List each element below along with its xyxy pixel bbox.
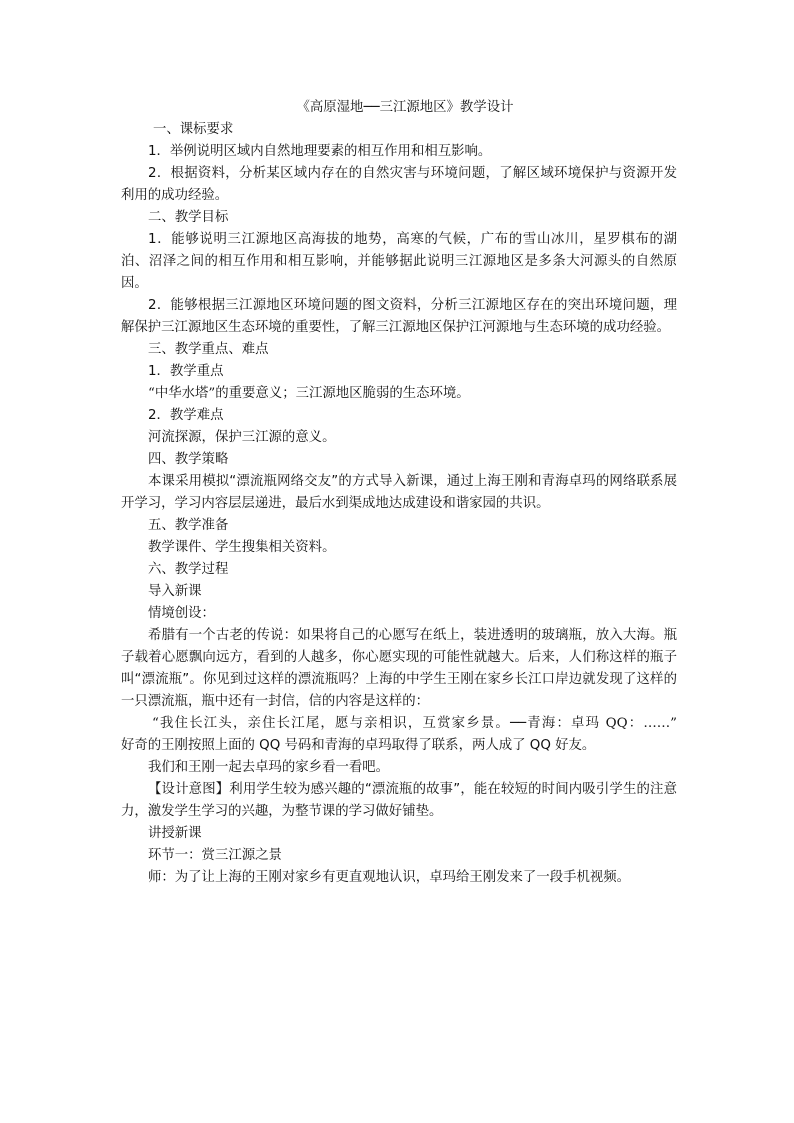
paragraph: “中华水塔”的重要意义；三江源地区脆弱的生态环境。 [148,386,470,401]
paragraph: 好奇的王刚按照上面的 QQ 号码和青海的卓玛取得了联系，两人成了 QQ 好友。 [121,738,596,753]
paragraph: 教学课件、学生搜集相关资料。 [148,540,336,555]
paragraph: 师：为了让上海的王刚对家乡有更直观地认识，卓玛给王刚发来了一段手机视频。 [148,870,631,885]
paragraph: 河流探源，保护三江源的意义。 [148,430,336,445]
design-intent-paragraph: 【设计意图】利用学生较为感兴趣的“漂流瓶的故事”，能在较短的时间内吸引学生的注意力，激发学生学习的兴趣，为整节课的学习做好铺垫。 [121,782,677,819]
section-heading-strategy: 四、教学策略 [148,452,229,467]
paragraph: 1．能够说明三江源地区高海拔的地势，高寒的气候，广布的雪山冰川，星罗棋布的湖泊、沼泽之间的相互作用和相互影响，并能够据此说明三江源地区是多条大河源头的自然原因。 [121,232,677,291]
paragraph: 2．能够根据三江源地区环境问题的图文资料，分析三江源地区存在的突出环境问题，理解保护三江源地区生态环境的重要性，了解三江源地区保护江河源地与生态环境的成功经验。 [121,298,677,335]
section-heading-preparation: 五、教学准备 [148,518,229,533]
paragraph: 我们和王刚一起去卓玛的家乡看一看吧。 [148,760,390,775]
paragraph: 希腊有一个古老的传说：如果将自己的心愿写在纸上，装进透明的玻璃瓶，放入大海。瓶子载着心愿飘向远方，看到的人越多，你心愿实现的可能性就越大。后来，人们称这样的瓶子叫“漂流瓶”。你见到过这样的漂流瓶吗？上海的中学生王刚在家乡长江口岸边就发现了这样的一只漂流瓶，瓶中还有一封信，信的内容是这样的： [121,628,677,709]
subheading-scene: 情境创设： [148,606,215,621]
subheading-difficulty: 2．教学难点 [148,408,224,423]
document-body [121,97,677,889]
subheading-key-point: 1．教学重点 [148,364,224,379]
paragraph: 本课采用模拟“漂流瓶网络交友”的方式导入新课，通过上海王刚和青海卓玛的网络联系展开学习，学习内容层层递进，最后水到渠成地达成建设和谐家园的共识。 [121,474,677,511]
document-title: 《高原湿地──三江源地区》教学设计 [296,100,514,115]
subheading-new-lesson: 讲授新课 [148,826,202,841]
subheading-intro: 导入新课 [148,584,202,599]
section-heading-process: 六、教学过程 [148,562,229,577]
section-heading-key-points: 三、教学重点、难点 [148,342,269,357]
section-heading-objectives: 二、教学目标 [148,210,229,225]
subheading-link-one: 环节一：赏三江源之景 [148,848,282,863]
section-heading-curriculum: 一、课标要求 [153,122,234,137]
quote-paragraph: “我住长江头，亲住长江尾，愿与亲相识，互赏家乡景。──青海：卓玛 QQ：……” [152,716,677,731]
paragraph: 1．举例说明区域内自然地理要素的相互作用和相互影响。 [148,144,492,159]
paragraph: 2．根据资料，分析某区域内存在的自然灾害与环境问题，了解区域环境保护与资源开发利用的成功经验。 [121,166,677,203]
